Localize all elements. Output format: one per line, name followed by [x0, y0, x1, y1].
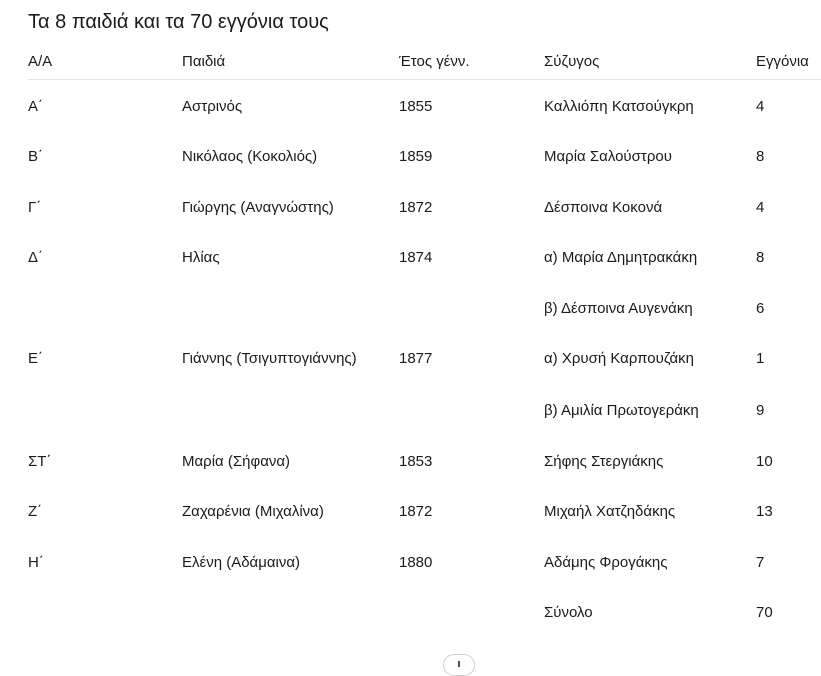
- cell-index: Α΄: [28, 98, 43, 115]
- cell-index: [28, 586, 182, 637]
- table-row: [28, 384, 821, 435]
- column-header-birth-year: Έτος γένν.: [399, 44, 544, 80]
- cell-spouse: Αδάμης Φρογάκης: [544, 553, 668, 571]
- table-row: [28, 231, 821, 282]
- cell-child-name: Ηλίας: [182, 249, 220, 266]
- cell-birth-year: [399, 384, 544, 435]
- cell-birth-year: 1855: [399, 98, 433, 115]
- cell-grandchildren-count: 10: [756, 452, 773, 470]
- cell-child-name: [182, 586, 399, 637]
- cell-spouse: α) Χρυσή Καρπουζάκη: [544, 350, 694, 367]
- table-row: [28, 282, 821, 333]
- cell-index: Ε΄: [28, 350, 43, 367]
- cell-child-name: Ελένη (Αδάμαινα): [182, 553, 301, 571]
- cell-index: Ζ΄: [28, 503, 43, 520]
- cell-spouse: Μαρία Σαλούστρου: [544, 148, 672, 165]
- cell-spouse: Μιχαήλ Χατζηδάκης: [544, 503, 676, 520]
- cell-grandchildren-count: 4: [756, 98, 765, 115]
- cell-birth-year: 1859: [399, 148, 433, 165]
- cell-spouse: Δέσποινα Κοκονά: [544, 198, 663, 216]
- table-row: [28, 536, 821, 587]
- table-row: [28, 130, 821, 181]
- column-header-spouse: Σύζυγος: [544, 44, 756, 80]
- table-row: [28, 586, 821, 637]
- column-header-grandchildren: Εγγόνια: [756, 44, 821, 80]
- cell-spouse: β) Αμιλία Πρωτογεράκη: [544, 402, 699, 419]
- cell-index: Γ΄: [28, 198, 42, 216]
- cell-grandchildren-count: 8: [756, 148, 765, 165]
- cell-grandchildren-count: 9: [756, 402, 765, 419]
- scroll-handle-grip: [458, 661, 460, 667]
- column-header-index: Α/Α: [28, 44, 182, 80]
- cell-grandchildren-count: 6: [756, 299, 765, 317]
- cell-index: ΣΤ΄: [28, 452, 52, 470]
- cell-birth-year: 1853: [399, 452, 433, 470]
- cell-birth-year: 1877: [399, 350, 433, 367]
- cell-index: [28, 282, 182, 333]
- table-row: [28, 435, 821, 486]
- cell-grandchildren-count: 8: [756, 249, 765, 266]
- cell-grandchildren-count: 13: [756, 503, 773, 520]
- cell-child-name: Μαρία (Σήφανα): [182, 452, 291, 470]
- cell-birth-year: 1880: [399, 553, 433, 571]
- cell-spouse: Σύνολο: [544, 604, 593, 621]
- cell-index: Β΄: [28, 148, 43, 165]
- table-row: [28, 181, 821, 232]
- cell-child-name: [182, 384, 399, 435]
- table-row: [28, 485, 821, 536]
- cell-spouse: Σήφης Στεργιάκης: [544, 452, 664, 470]
- cell-child-name: Ζαχαρένια (Μιχαλίνα): [182, 503, 324, 520]
- table-row: [28, 332, 821, 384]
- page-title: Τα 8 παιδιά και τα 70 εγγόνια τους: [28, 11, 329, 33]
- cell-birth-year: [399, 586, 544, 637]
- cell-grandchildren-count: 7: [756, 553, 765, 571]
- cell-child-name: Γιώργης (Αναγνώστης): [182, 198, 334, 216]
- table-header-row: [28, 44, 821, 80]
- cell-spouse: Καλλιόπη Κατσούγκρη: [544, 98, 694, 115]
- cell-child-name: Νικόλαος (Κοκολιός): [182, 148, 318, 165]
- cell-child-name: Αστρινός: [182, 98, 243, 115]
- scroll-handle[interactable]: [443, 654, 475, 676]
- cell-index: [28, 384, 182, 435]
- grandchildren-table: [28, 44, 821, 637]
- cell-birth-year: 1874: [399, 249, 433, 266]
- column-header-children: Παιδιά: [182, 44, 399, 80]
- cell-child-name: Γιάννης (Τσιγυπτογιάννης): [182, 350, 357, 367]
- cell-birth-year: [399, 282, 544, 333]
- cell-child-name: [182, 282, 399, 333]
- cell-grandchildren-count: 1: [756, 350, 765, 367]
- cell-birth-year: 1872: [399, 503, 433, 520]
- cell-birth-year: 1872: [399, 198, 433, 216]
- cell-index: Η΄: [28, 553, 44, 571]
- cell-spouse: β) Δέσποινα Αυγενάκη: [544, 299, 693, 317]
- cell-grandchildren-count: 70: [756, 604, 773, 621]
- cell-index: Δ΄: [28, 249, 44, 266]
- cell-spouse: α) Μαρία Δημητρακάκη: [544, 249, 698, 266]
- table-row: [28, 80, 821, 131]
- cell-grandchildren-count: 4: [756, 198, 765, 216]
